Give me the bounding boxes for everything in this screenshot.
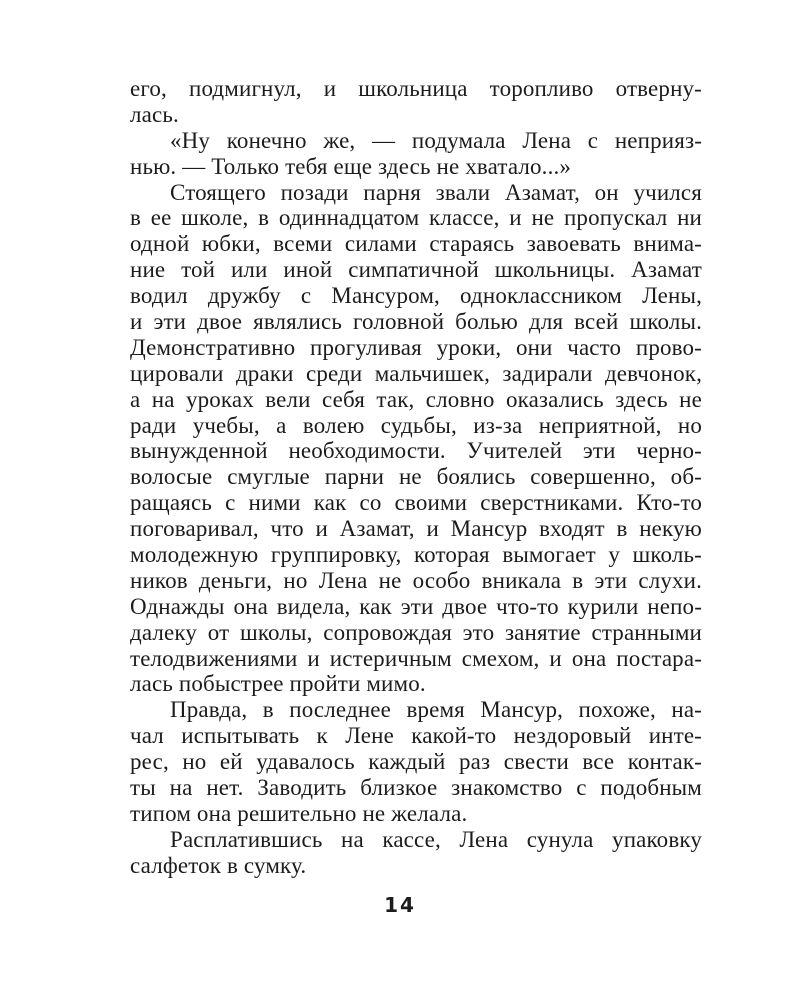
text-line: Демонстративно прогуливая уроки, они часто прово- [130, 334, 702, 360]
text-line: ращаясь с ними как со своими сверстниками. Кто-то [130, 490, 702, 516]
text-line: салфеток в сумку. [130, 852, 307, 878]
text-line: его, подмигнул, и школьница торопливо отверну- [130, 76, 702, 101]
text-line: вынужденной необходимости. Учителей эти черно- [130, 438, 702, 464]
text-line: далеку от школы, сопровождая это занятие странными [130, 619, 702, 645]
text-line: Правда, в последнее время Мансур, похоже, на- [170, 697, 702, 723]
text-line: нью. — Только тебя еще здесь не хватало...» [130, 153, 572, 179]
text-line: ради учебы, а волею судьбы, из-за неприятной, но [130, 412, 702, 438]
text-line: в ее школе, в одиннадцатом классе, и не пропускал ни [130, 205, 702, 231]
text-line: Стоящего позади парня звали Азамат, он учился [170, 179, 702, 205]
text-line: лась. [130, 101, 179, 127]
text-line: рес, но ей удавалось каждый раз свести все контак- [130, 749, 702, 775]
text-line: Расплатившись на кассе, Лена сунула упаковку [170, 826, 702, 852]
text-line: а на уроках вели себя так, словно оказались здесь не [130, 386, 702, 412]
text-line: лась побыстрее пройти мимо. [130, 671, 426, 697]
text-line: ние той или иной симпатичной школьницы. Азамат [130, 257, 702, 283]
text-line: волосые смуглые парни не боялись совершенно, об- [130, 464, 702, 490]
text-line: ты на нет. Заводить близкое знакомство с подобным [130, 775, 702, 801]
text-line: телодвижениями и истеричным смехом, и она постара- [130, 645, 702, 671]
text-line: водил дружбу с Мансуром, одноклассником Лены, [130, 283, 702, 309]
text-line: типом она решительно не желала. [130, 800, 468, 826]
page-number: 14 [384, 893, 416, 917]
text-line: Однажды она видела, как эти двое что-то курили непо- [130, 593, 702, 619]
text-line: цировали драки среди мальчишек, задирали девчонок, [130, 360, 702, 386]
text-line: молодежную группировку, которая вымогает у школь- [130, 542, 702, 568]
text-line: и эти двое являлись головной болью для всей школы. [130, 309, 702, 335]
text-line: одной юбки, всеми силами стараясь завоевать внима- [130, 231, 702, 257]
text-line: ников деньги, но Лена не особо вникала в эти слухи. [130, 567, 702, 593]
page-body [130, 76, 702, 879]
text-line: «Ну конечно же, — подумала Лена с неприяз- [170, 127, 702, 153]
text-line: поговаривал, что и Азамат, и Мансур входят в некую [130, 516, 702, 542]
text-line: чал испытывать к Лене какой-то нездоровый инте- [130, 723, 702, 749]
